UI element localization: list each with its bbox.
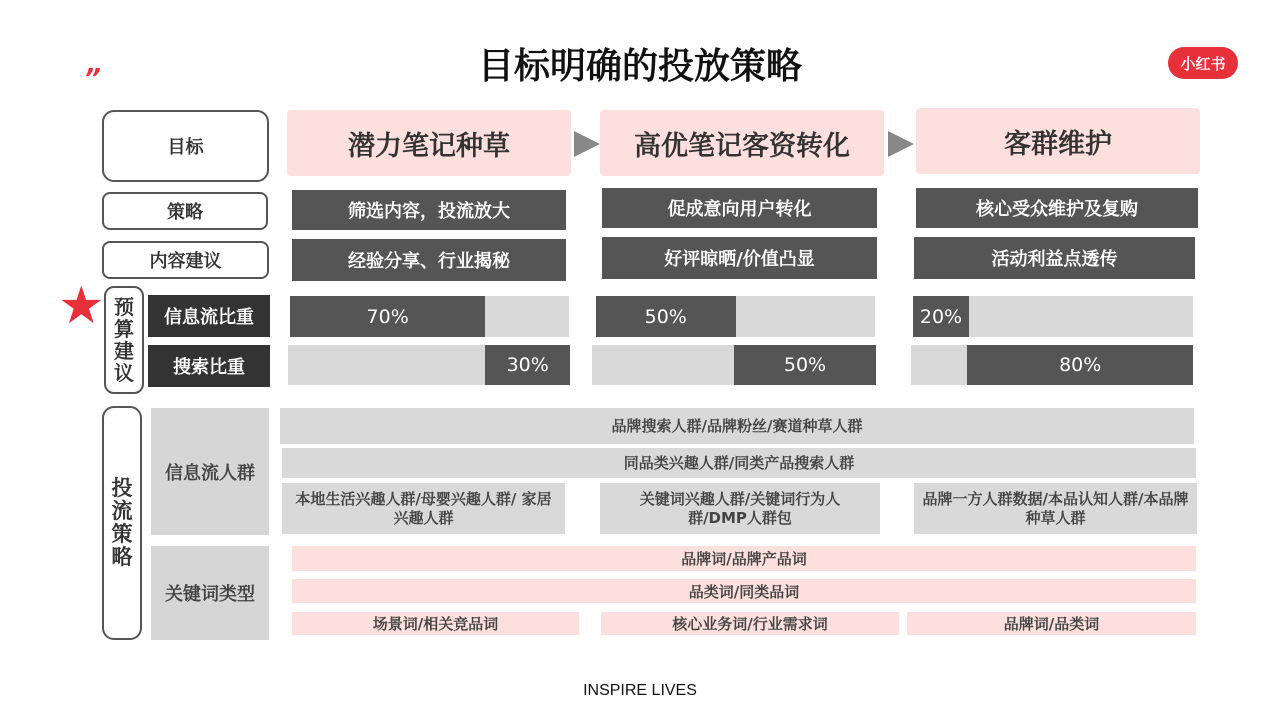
strategy-3: 核心受众维护及复购 <box>916 188 1198 228</box>
footer-slogan: INSPIRE LIVES <box>583 682 697 699</box>
audience-row-2: 同品类兴趣人群/同类产品搜索人群 <box>282 448 1196 478</box>
feed-bar-fill: 50% <box>596 296 736 337</box>
search-bar-fill: 50% <box>734 345 876 385</box>
keyword-col-3: 品牌词/品类词 <box>907 612 1196 635</box>
arrow-right-icon <box>888 131 914 157</box>
keyword-row-2: 品类词/同类品词 <box>292 579 1196 603</box>
feed-bar-track <box>913 296 1193 337</box>
search-bar-fill: 80% <box>967 345 1193 385</box>
audience-row-1: 品牌搜索人群/品牌粉丝/赛道种草人群 <box>280 408 1194 444</box>
page-title: 目标明确的投放策略 <box>477 46 802 87</box>
strategy-1: 筛选内容，投流放大 <box>292 190 566 230</box>
goal-3: 客群维护 <box>916 108 1200 174</box>
content-1: 经验分享、行业揭秘 <box>292 239 566 281</box>
audience-col-1: 本地生活兴趣人群/母婴兴趣人群/ 家居兴趣人群 <box>282 483 565 534</box>
label-targeting: 投流策略 <box>102 406 142 640</box>
search-bar-fill: 30% <box>485 345 570 385</box>
arrow-right-icon <box>574 131 600 157</box>
audience-col-2: 关键词兴趣人群/关键词行为人群/DMP人群包 <box>600 483 880 534</box>
keyword-label: 关键词类型 <box>151 546 269 640</box>
content-3: 活动利益点透传 <box>914 237 1195 279</box>
strategy-2: 促成意向用户转化 <box>602 188 877 228</box>
feed-bar-track <box>290 296 569 337</box>
audience-col-3: 品牌一方人群数据/本品认知人群/本品牌种草人群 <box>914 483 1197 534</box>
keyword-row-1: 品牌词/品牌产品词 <box>292 546 1196 571</box>
keyword-col-1: 场景词/相关竞品词 <box>292 612 579 635</box>
label-content: 内容建议 <box>102 241 269 279</box>
xiaohongshu-logo: 小红书 <box>1168 47 1238 79</box>
quote-mark-icon: ” <box>84 64 101 94</box>
label-goal: 目标 <box>102 110 269 182</box>
goal-2: 高优笔记客资转化 <box>600 110 884 176</box>
label-strategy: 策略 <box>102 192 268 230</box>
star-icon: ★ <box>58 276 105 336</box>
feed-bar-fill: 70% <box>290 296 485 337</box>
search-bar-track <box>592 345 876 385</box>
keyword-col-2: 核心业务词/行业需求词 <box>601 612 899 635</box>
label-budget: 预算建议 <box>104 286 144 394</box>
audience-label: 信息流人群 <box>151 408 269 535</box>
goal-1: 潜力笔记种草 <box>287 110 571 176</box>
feed-bar-fill: 20% <box>913 296 969 337</box>
content-2: 好评晾晒/价值凸显 <box>602 237 877 279</box>
search-weight-label: 搜索比重 <box>148 345 270 387</box>
feed-weight-label: 信息流比重 <box>148 295 270 337</box>
search-bar-track <box>288 345 570 385</box>
search-bar-track <box>911 345 1193 385</box>
feed-bar-track <box>596 296 875 337</box>
